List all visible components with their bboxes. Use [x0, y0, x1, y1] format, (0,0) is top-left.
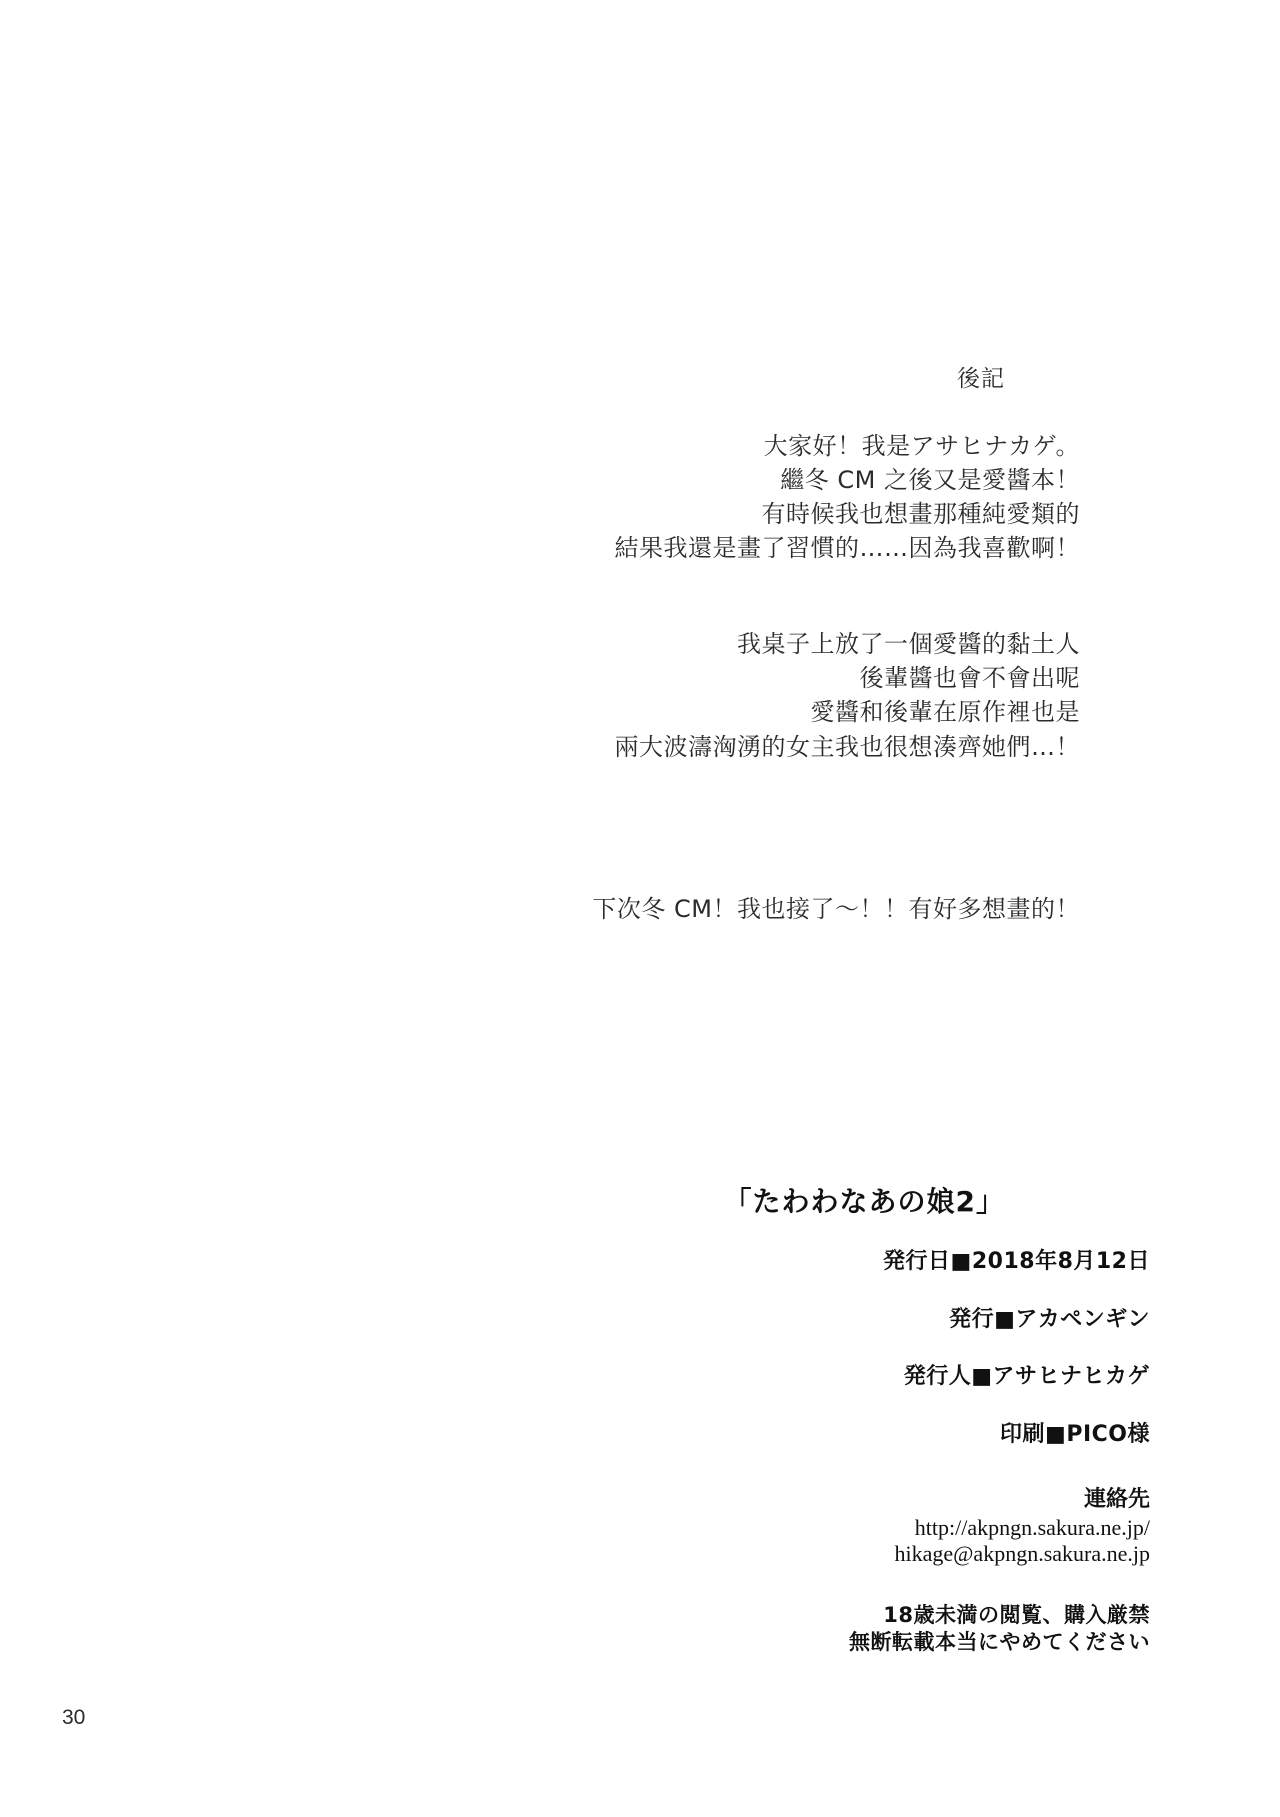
publish-date: 発行日■2018年8月12日	[883, 1249, 1150, 1274]
afterword-line: 我桌子上放了一個愛醬的黏土人	[737, 630, 1080, 659]
doujin-title: 「たわわなあの娘2」	[723, 1185, 1005, 1218]
contact-block	[0, 1482, 1150, 1568]
afterword-line: 後輩醬也會不會出呢	[859, 664, 1080, 693]
afterword-line: 大家好！我是アサヒナカゲ。	[763, 432, 1080, 460]
colophon-section	[0, 1180, 1150, 1656]
printer-name: 印刷■PICO様	[1000, 1421, 1150, 1447]
contact-label: 連絡先	[1083, 1487, 1150, 1512]
afterword-line: 結果我還是畫了習慣的……因為我喜歡啊！	[614, 534, 1080, 563]
afterword-line: 繼冬 CM 之後又是愛醬本！	[780, 466, 1080, 495]
publisher-name: 発行人■アサヒナヒカゲ	[903, 1364, 1150, 1389]
afterword-line: 愛醬和後輩在原作裡也是	[810, 698, 1080, 727]
age-restriction-notice: 18歳未満の閲覧、購入厳禁	[883, 1602, 1150, 1627]
contact-website-link[interactable]: http://akpngn.sakura.ne.jp/	[914, 1515, 1150, 1540]
afterword-line: 兩大波濤洶湧的女主我也很想湊齊她們…！	[614, 732, 1080, 761]
afterword-heading: 後記	[957, 366, 1005, 392]
page-number: 30	[62, 1706, 86, 1729]
age-notice-block	[0, 1602, 1150, 1657]
contact-email-link[interactable]: hikage@akpngn.sakura.ne.jp	[894, 1541, 1150, 1567]
circle-name: 発行■アカペンギン	[949, 1306, 1150, 1332]
afterword-section	[0, 360, 1180, 926]
afterword-line: 下次冬 CM！我也接了～！！有好多想畫的！	[592, 894, 1080, 923]
afterword-paragraph-1	[0, 429, 1180, 565]
afterword-paragraph-2	[0, 627, 1180, 763]
reproduction-notice: 無断転載本当にやめてください	[849, 1630, 1150, 1655]
afterword-paragraph-3	[0, 892, 1180, 926]
afterword-line: 有時候我也想畫那種純愛類的	[761, 500, 1080, 529]
